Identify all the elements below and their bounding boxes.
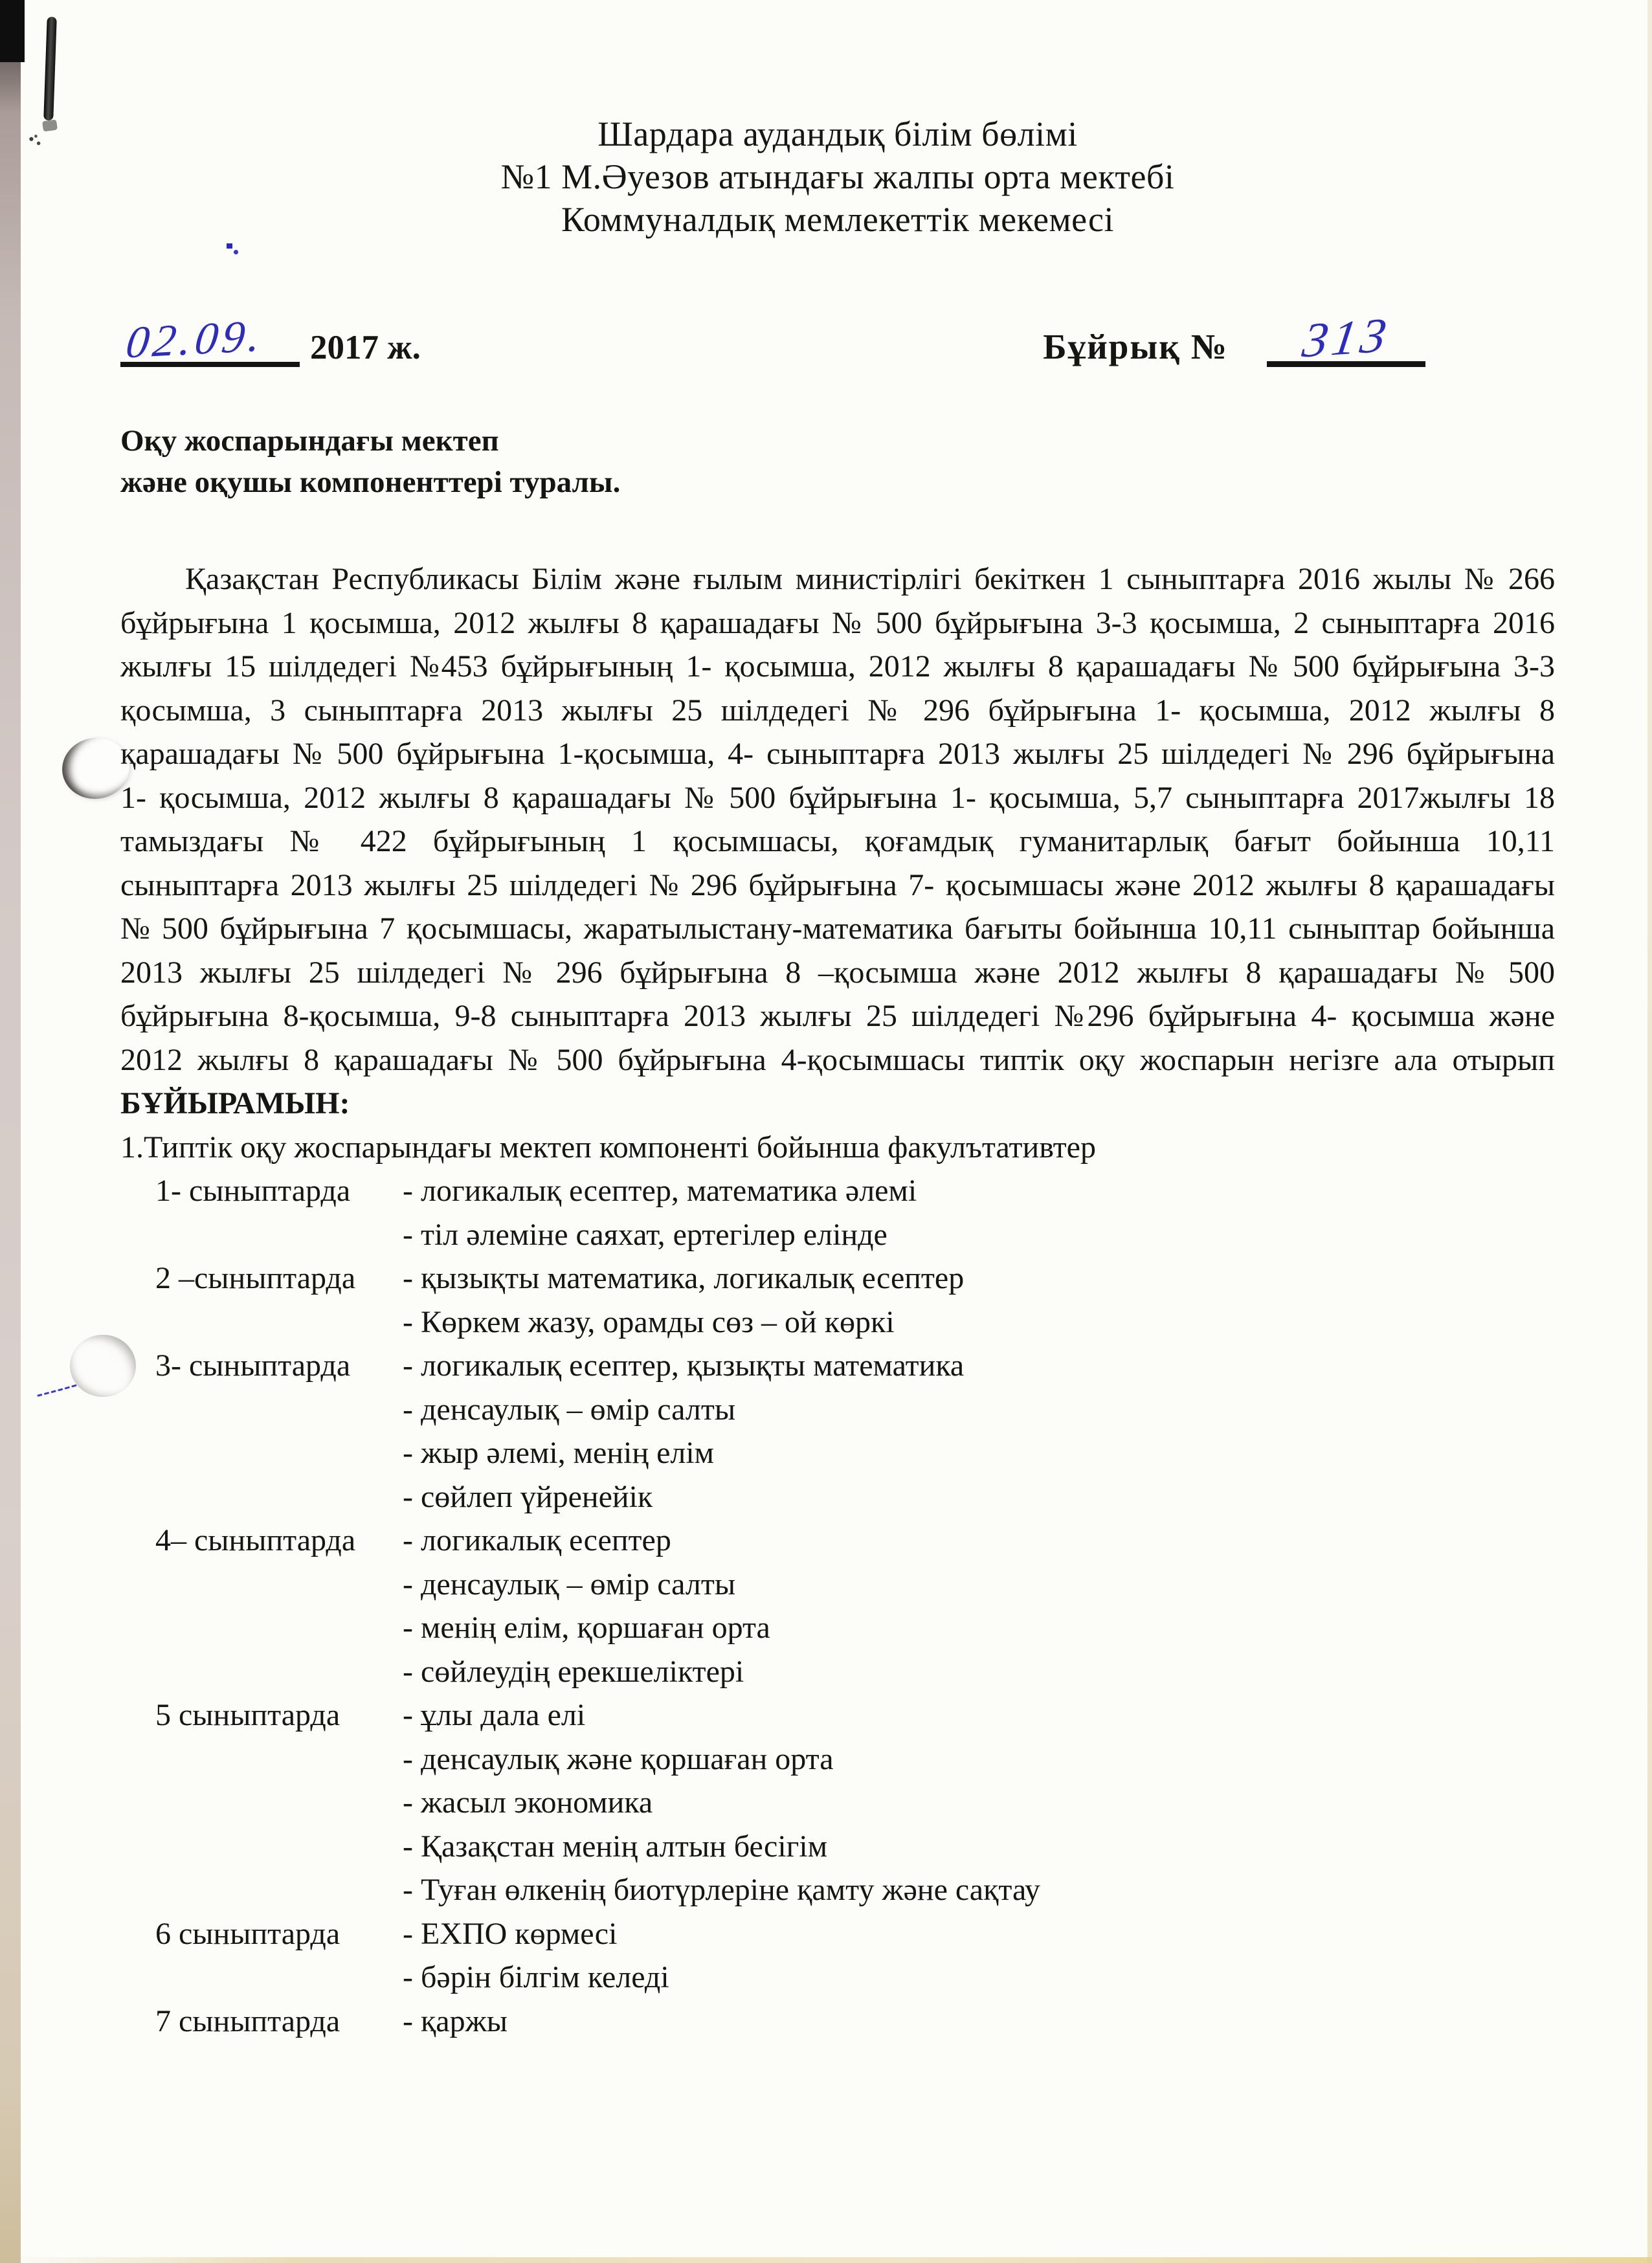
facultative-class-label: 2 –сыныптарда [155,1261,356,1295]
facultative-item: - логикалық есептер [403,1523,671,1557]
facultative-class-label [155,1868,403,1912]
facultative-item: - ЕХПО көрмесі [403,1916,618,1951]
order-date-year: 2017 ж. [310,329,421,366]
order-date-handwritten: 02.09. [123,311,267,368]
facultatives-list [120,1169,1555,2043]
order-body-paragraph [120,557,1555,1126]
order-number-underline [1267,307,1425,368]
facultative-class-label: 5 сыныптарда [155,1698,340,1732]
order-meta-row [120,307,1555,368]
facultative-class-label [155,1650,403,1694]
date-underline [120,311,300,368]
facultative-item: - Көркем жазу, орамды сөз – ой көркі [403,1304,895,1339]
document-content [120,0,1555,2043]
facultative-row [155,2000,1555,2044]
org-name-line-2: №1 М.Әуезов атындағы жалпы орта мектебі [500,157,1175,196]
order-number-group [1043,307,1425,368]
facultative-class-label [155,1431,403,1475]
facultative-class-label [155,1388,403,1432]
scan-corner-black [0,0,25,62]
facultative-class-label [155,1475,403,1519]
facultative-class-label [155,1956,403,2000]
facultative-row [155,1431,1555,1475]
order-date-group [120,311,421,368]
facultative-class-label [155,1563,403,1607]
facultative-class-label [155,1781,403,1825]
facultative-class-label [155,1737,403,1781]
facultative-item: - Қазақстан менің алтын бесігім [403,1829,828,1864]
facultative-item: - қызықты математика, логикалық есептер [403,1261,965,1295]
facultative-item: - ұлы дала елі [403,1698,586,1732]
resolve-word: БҰЙЫРАМЫН: [120,1086,350,1120]
blue-pen-scribble [36,1383,79,1399]
facultative-item: - денсаулық – өмір салты [403,1566,736,1601]
facultative-row [155,1344,1555,1388]
section-1-title: 1.Типтік оқу жоспарындағы мектеп компоненті бойынша факулътативтер [120,1130,1096,1165]
facultative-item: - бәрін білгім келеді [403,1960,669,1994]
facultative-row [155,1300,1555,1344]
facultative-row [155,1256,1555,1300]
facultative-item: - жыр әлемі, менің елім [403,1436,715,1470]
facultative-item: - қаржы [403,2003,508,2038]
subject-line-1: Оқу жоспарындағы мектеп [120,424,499,458]
facultative-item: - Туған өлкенің биотүрлеріне қамту және сақтау [403,1873,1040,1907]
facultative-item: - денсаулық – өмір салты [403,1392,736,1427]
facultative-item: - тіл әлеміне саяхат, ертегілер елінде [403,1217,887,1252]
facultative-item: - сөйлеп үйренейік [403,1479,653,1514]
page-right-edge-tint [1647,0,1652,2263]
org-name-line-1: Шардара аудандық білім бөлімі [597,115,1078,153]
staple-foot-mark [42,120,58,132]
org-name-line-3: Коммуналдық мемлекеттік мекемесі [561,200,1114,239]
order-number-label: Бұйрық № [1043,327,1228,366]
facultative-row [155,1169,1555,1213]
facultative-row [155,1956,1555,2000]
facultative-row [155,1563,1555,1607]
facultative-row [155,1388,1555,1432]
subject-line-2: және оқушы компоненттері туралы. [120,465,621,499]
facultative-item: - сөйлеудің ерекшеліктері [403,1654,744,1689]
facultative-class-label: 6 сыныптарда [155,1916,340,1951]
facultative-class-label [155,1825,403,1869]
facultative-row [155,1650,1555,1694]
facultative-row [155,1213,1555,1257]
facultative-item: - менің елім, қоршаған орта [403,1611,770,1645]
facultative-row [155,1693,1555,1737]
facultative-row [155,1781,1555,1825]
facultative-class-label: 1- сыныптарда [155,1174,351,1208]
facultative-class-label: 7 сыныптарда [155,2003,340,2038]
facultative-class-label [155,1606,403,1650]
facultative-row [155,1519,1555,1563]
facultative-row [155,1737,1555,1781]
facultative-row [155,1825,1555,1869]
facultative-class-label [155,1300,403,1344]
facultative-item: - логикалық есептер, математика әлемі [403,1174,917,1208]
facultative-class-label: 3- сыныптарда [155,1348,351,1383]
facultative-item: - жасыл экономика [403,1785,653,1820]
order-subject [120,420,1555,503]
facultative-row [155,1475,1555,1519]
facultative-class-label: 4– сыныптарда [155,1523,356,1557]
page-left-edge-shadow [0,0,21,2263]
page-bottom-edge-tint [0,2257,1652,2263]
facultative-row [155,1912,1555,1956]
organization-header [120,113,1555,241]
order-number-handwritten: 313 [1299,307,1394,368]
facultative-class-label [155,1213,403,1257]
facultative-item: - логикалық есептер, қызықты математика [403,1348,965,1383]
ink-specks [26,133,44,148]
order-body-text: Қазақстан Республикасы Білім және ғылым министірлігі бекіткен 1 сыныптарға 2016 жылы № 266 бұйрығына 1 қосымша, 2012 жылғы 8 қарашадағы № 500 бұйрығына 3-3 қосымша, 2 сыныптарға 2016 жылғы 15 шілдедегі №453 бұйрығының 1- қосымша, 2012 жылғы 8 қарашадағы № 500 бұйрығына 3-3 қосымша, 3 сыныптарға 2013 жылғы 25 шілдедегі № 296 бұйрығына 1- қосымша, 2012 жылғы 8 қарашадағы № 500 бұйрығына 1-қосымша, 4- сыныптарға 2013 жылғы 25 шілдедегі № 296 бұйрығына 1- қосымша, 2012 жылғы 8 қарашадағы № 500 бұйрығына 1- қосымша, 5,7 сыныптарға 2017жылғы 18 тамыздағы № 422 бұйрығының 1 қосымшасы, қоғамдық гуманитарлық бағыт бойынша 10,11 сыныптарға 2013 жылғы 25 шілдедегі № 296 бұйрығына 7- қосымшасы және 2012 жылғы 8 қарашадағы № 500 бұйрығына 7 қосымшасы, жаратылыстану-математика бағыты бойынша 10,11 сыныптар бойынша 2013 жылғы 25 шілдедегі № 296 бұйрығына 8 –қосымша және 2012 жылғы 8 қарашадағы № 500 бұйрығына 8-қосымша, 9-8 сыныптарға 2013 жылғы 25 шілдедегі №296 бұйрығына 4- қосымша және 2012 жылғы 8 қарашадағы № 500 бұйрығына 4-қосымшасы типтік оқу жоспарын негізге ала отырып [120,562,1555,1077]
facultative-item: - денсаулық және қоршаған орта [403,1741,834,1776]
facultative-row [155,1868,1555,1912]
facultative-row [155,1606,1555,1650]
staple-mark [43,17,57,120]
